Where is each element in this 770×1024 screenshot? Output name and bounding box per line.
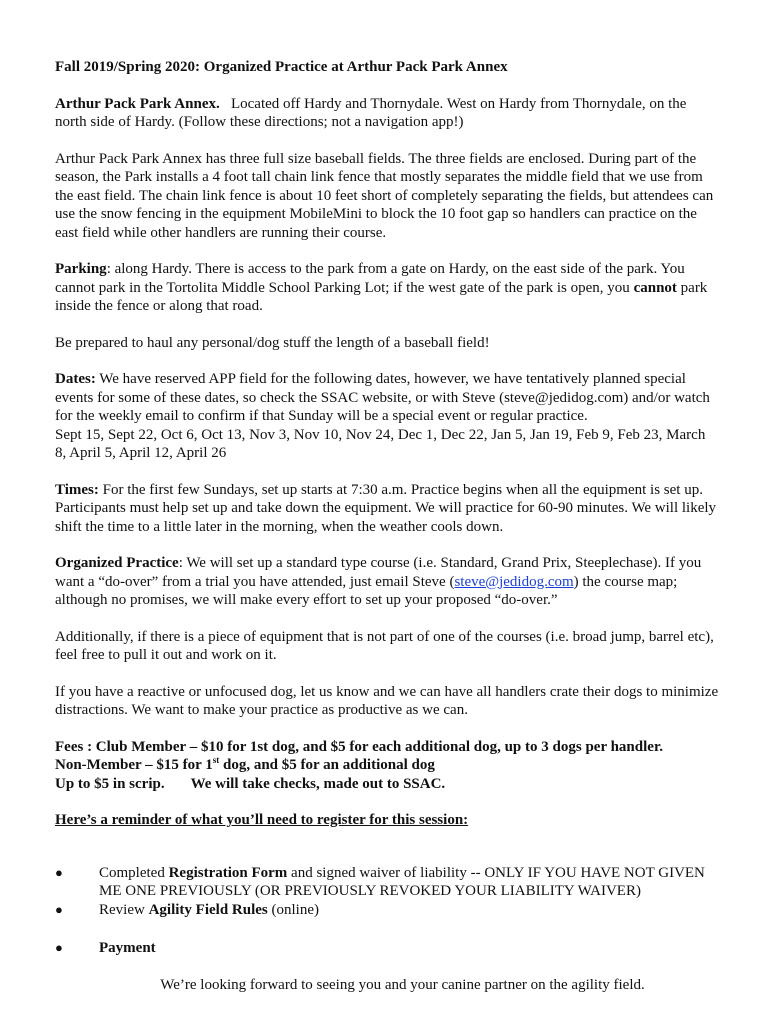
- location-paragraph: [55, 95, 720, 132]
- reactive-dog-paragraph: If you have a reactive or unfocused dog, let us know and we can have all handlers crate their dogs to minimize distractions. We want to make your practice as productive as we can.: [55, 683, 719, 718]
- parking-heading: Parking: [55, 261, 107, 277]
- reminder-heading: Here’s a reminder of what you’ll need to register for this session:: [55, 812, 469, 828]
- requirement-text-end: (online): [267, 901, 319, 918]
- requirement-text: Completed: [99, 864, 169, 881]
- bullet-icon: ●: [55, 940, 63, 955]
- location-heading: Arthur Pack Park Annex.: [55, 95, 220, 112]
- location-text: Located off Hardy and Thornydale. West on Hardy from Thornydale, on the north side of Hardy. (Follow these directions; not a navigation app!): [55, 95, 687, 130]
- parking-paragraph: [55, 260, 720, 316]
- haul-note: Be prepared to haul any personal/dog stuff the length of a baseball field!: [55, 334, 490, 351]
- document-title: Fall 2019/Spring 2020: Organized Practice at Arthur Pack Park Annex: [55, 59, 508, 75]
- requirement-text-end: and signed waiver of liability -- ONLY IF YOU HAVE NOT GIVEN ME ONE PREVIOUSLY (OR PREVIOUSLY REVOKED YOUR LIABILITY WAIVER): [99, 864, 705, 899]
- requirement-field-rules: [55, 901, 720, 920]
- requirement-payment: [55, 939, 720, 958]
- registration-form-label: Registration Form: [168, 864, 288, 881]
- parking-emphasis: cannot: [633, 279, 677, 296]
- equipment-paragraph: Additionally, if there is a piece of equipment that is not part of one of the courses (i.e. broad jump, barrel etc), feel free to pull it out and work on it.: [55, 628, 714, 663]
- document-page: [55, 58, 720, 1012]
- parking-text-end: park inside the fence or along that road.: [55, 279, 708, 314]
- field-rules-label: Agility Field Rules: [148, 901, 268, 918]
- fees-block: [55, 738, 720, 794]
- bullet-icon: ●: [55, 901, 63, 917]
- fees-superscript: st: [212, 755, 220, 765]
- fees-club-member: Fees : Club Member – $10 for 1st dog, and $5 for each additional dog, up to 3 dogs per handler.: [55, 738, 663, 755]
- organized-practice-text-end: ) the course map; although no promises, we will make every effort to set up your proposed “do-over.”: [55, 573, 678, 608]
- organized-practice-heading: Organized Practice: [55, 555, 179, 571]
- fees-scrip-checks: [55, 775, 720, 794]
- requirement-text: Review: [99, 901, 149, 918]
- organized-practice-text: : We will set up a standard type course (i.e. Standard, Grand Prix, Steeplechase). If you want a “do-over” from a trial you have attended, just email Steve (: [55, 555, 702, 590]
- email-link[interactable]: steve@jedidog.com: [454, 573, 574, 590]
- fees-scrip: Up to $5 in scrip.: [55, 775, 165, 792]
- requirement-registration: [55, 864, 720, 901]
- fees-non-member: [55, 756, 720, 775]
- fields-paragraph: Arthur Pack Park Annex has three full size baseball fields. The three fields are enclosed. During part of the season, the Park installs a 4 foot tall chain link fence that mostly separates the middle field that we use from the east field. The chain link fence is about 10 feet short of completely separating the fields, but attendees can use the snow fencing in the equipment MobileMini to block the 10 foot gap so handlers can practice on the east field while other handlers are running their course.: [55, 150, 714, 241]
- times-heading: Times:: [55, 481, 99, 498]
- payment-label: Payment: [99, 940, 156, 956]
- fees-checks: We will take checks, made out to SSAC.: [190, 775, 446, 792]
- dates-heading: Dates:: [55, 371, 96, 387]
- organized-practice-paragraph: [55, 554, 720, 610]
- dates-list: Sept 15, Sept 22, Oct 6, Oct 13, Nov 3, Nov 10, Nov 24, Dec 1, Dec 22, Jan 5, Jan 19, Feb 9, Feb 23, March 8, April 5, April 12, April 26: [55, 426, 706, 461]
- times-paragraph: [55, 481, 720, 537]
- closing-line: We’re looking forward to seeing you and your canine partner on the agility field.: [160, 976, 645, 993]
- fees-non-member-text: Non-Member – $15 for 1: [55, 757, 213, 773]
- parking-text: : along Hardy. There is access to the park from a gate on Hardy, on the east side of the park. You cannot park in the Tortolita Middle School Parking Lot; if the west gate of the park is open, you: [55, 261, 685, 296]
- dates-text: We have reserved APP field for the following dates, however, we have tentatively planned special events for some of these dates, so check the SSAC website, or with Steve (steve@jedidog.com) and/or watch for the weekly email to confirm if that Sunday will be a special event or regular practice.: [55, 371, 710, 424]
- dates-paragraph: [55, 370, 720, 463]
- requirements-list: [55, 864, 720, 958]
- fees-non-member-text-end: dog, and $5 for an additional dog: [219, 757, 435, 773]
- bullet-icon: ●: [55, 864, 63, 880]
- times-text: For the first few Sundays, set up starts at 7:30 a.m. Practice begins when all the equipment is set up. Participants must help set up and take down the equipment. We will practice for 60-90 minutes. We will likely shift the time to a little later in the morning, when the weather cools down.: [55, 481, 717, 535]
